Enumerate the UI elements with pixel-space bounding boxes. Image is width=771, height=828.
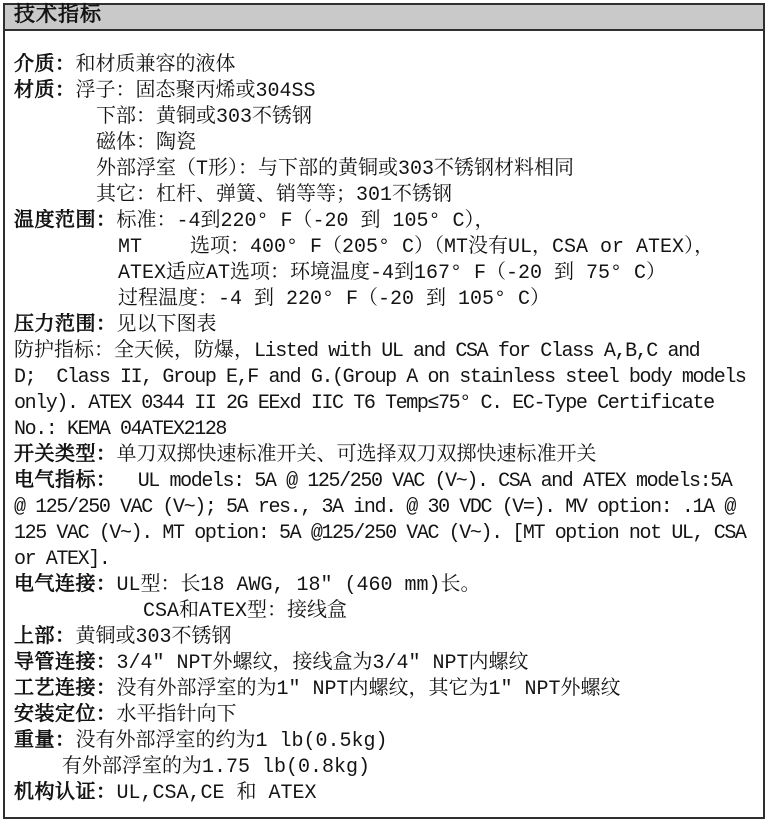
spec-label: 重量： — [14, 730, 76, 753]
spec-line-switch-type — [14, 443, 754, 469]
spec-text: 水平指针向下 — [116, 704, 237, 727]
spec-line-elec-connection — [14, 573, 754, 599]
spec-label: 安装定位： — [14, 704, 117, 727]
spec-label: 工艺连接： — [14, 678, 117, 701]
spec-text: 浮子：固态聚丙烯或304SS — [75, 80, 316, 103]
spec-line-weight-2 — [14, 755, 754, 781]
spec-text: 过程温度：-4 到 220° F（-20 到 105° C） — [118, 288, 551, 311]
spec-text-en: UL models: 5A @ 125/250 VAC (V~). CSA and ATEX models:5A — [116, 470, 732, 493]
spec-text-en: @ 125/250 VAC (V~); 5A res., 3A ind. @ 30 VDC (V=). MV option: .1A @ — [14, 496, 735, 519]
spec-text: 没有外部浮室的为1″ NPT内螺纹，其它为1″ NPT外螺纹 — [116, 678, 621, 701]
spec-text-en: D; Class II, Group E,F and G.(Group A on stainless steel body models — [14, 366, 746, 389]
spec-text: 磁体：陶瓷 — [96, 132, 196, 155]
spec-text: 有外部浮室的为1.75 lb(0.8kg) — [62, 756, 371, 779]
spec-label: 温度范围： — [14, 210, 117, 233]
spec-document — [3, 3, 765, 819]
spec-text: 外部浮室（T形）：与下部的黄铜或303不锈钢材料相同 — [96, 158, 575, 181]
spec-text: ATEX适应AT选项：环境温度-4到167° F（-20 到 75° C） — [118, 262, 667, 285]
spec-text: 其它：杠杆、弹簧、销等等；301不锈钢 — [96, 184, 453, 207]
spec-text: MT 选项：400° F（205° C）（MT没有UL，CSA or ATEX）， — [118, 236, 715, 259]
spec-text: 和材质兼容的液体 — [75, 54, 236, 77]
spec-line-electrical-1 — [14, 469, 754, 495]
spec-text: 标准：-4到220° F（-20 到 105° C）， — [116, 210, 495, 233]
spec-text: 下部：黄铜或303不锈钢 — [96, 106, 313, 129]
spec-label: 开关类型： — [14, 444, 117, 467]
spec-label: 导管连接： — [14, 652, 117, 675]
spec-text: UL,CSA,CE 和 ATEX — [116, 782, 317, 805]
spec-line-electrical-4 — [14, 547, 754, 573]
section-title: 技术指标 — [14, 5, 102, 28]
spec-line-temperature-process — [14, 287, 754, 313]
spec-text: CSA和ATEX型：接线盒 — [143, 600, 348, 623]
spec-line-protection-1 — [14, 339, 754, 365]
spec-text-en: 125 VAC (V~). MT option: 5A @125/250 VAC (V~). [MT option not UL, CSA — [14, 522, 746, 545]
spec-text-en: No.: KEMA 04ATEX2128 — [14, 418, 227, 441]
spec-text-en: or ATEX]. — [14, 548, 110, 571]
spec-content — [3, 31, 765, 819]
spec-line-protection-2 — [14, 365, 754, 391]
spec-line-material-other — [14, 183, 754, 209]
spec-line-temperature — [14, 209, 754, 235]
spec-text: 防护指标：全天候，防爆， — [14, 340, 254, 363]
spec-line-pressure — [14, 313, 754, 339]
spec-label: 介质： — [14, 54, 76, 77]
spec-line-electrical-3 — [14, 521, 754, 547]
spec-line-mounting — [14, 703, 754, 729]
spec-text: 黄铜或303不锈钢 — [75, 626, 232, 649]
spec-line-protection-4 — [14, 417, 754, 443]
spec-line-weight-1 — [14, 729, 754, 755]
section-header — [3, 3, 765, 31]
spec-label: 机构认证： — [14, 782, 117, 805]
spec-label: 电气指标： — [14, 470, 117, 493]
spec-line-conduit-connection — [14, 651, 754, 677]
spec-line-temperature-mt — [14, 235, 754, 261]
spec-line-upper-part — [14, 625, 754, 651]
spec-line-material-chamber — [14, 157, 754, 183]
spec-text-en: only). ATEX 0344 II 2G EExd IIC T6 Temp≤75° C. EC-Type Certificate — [14, 392, 714, 415]
spec-text: UL型：长18 AWG, 18″ (460 mm)长。 — [116, 574, 481, 597]
spec-line-temperature-atex — [14, 261, 754, 287]
spec-line-elec-connection-csa — [14, 599, 754, 625]
spec-line-certification — [14, 781, 754, 807]
spec-label: 上部： — [14, 626, 76, 649]
spec-text: 3/4″ NPT外螺纹，接线盒为3/4″ NPT内螺纹 — [116, 652, 529, 675]
spec-line-material-lower — [14, 105, 754, 131]
spec-line-protection-3 — [14, 391, 754, 417]
spec-line-material — [14, 79, 754, 105]
spec-label: 电气连接： — [14, 574, 117, 597]
spec-line-electrical-2 — [14, 495, 754, 521]
spec-label: 压力范围： — [14, 314, 117, 337]
spec-line-process-connection — [14, 677, 754, 703]
spec-label: 材质： — [14, 80, 76, 103]
spec-text: 没有外部浮室的约为1 lb(0.5kg) — [75, 730, 388, 753]
spec-text: 见以下图表 — [116, 314, 217, 337]
spec-text-en: Listed with UL and CSA for Class A,B,C and — [254, 340, 700, 363]
spec-line-material-magnet — [14, 131, 754, 157]
spec-text: 单刀双掷快速标准开关、可选择双刀双掷快速标准开关 — [116, 444, 597, 467]
spec-line-medium — [14, 53, 754, 79]
